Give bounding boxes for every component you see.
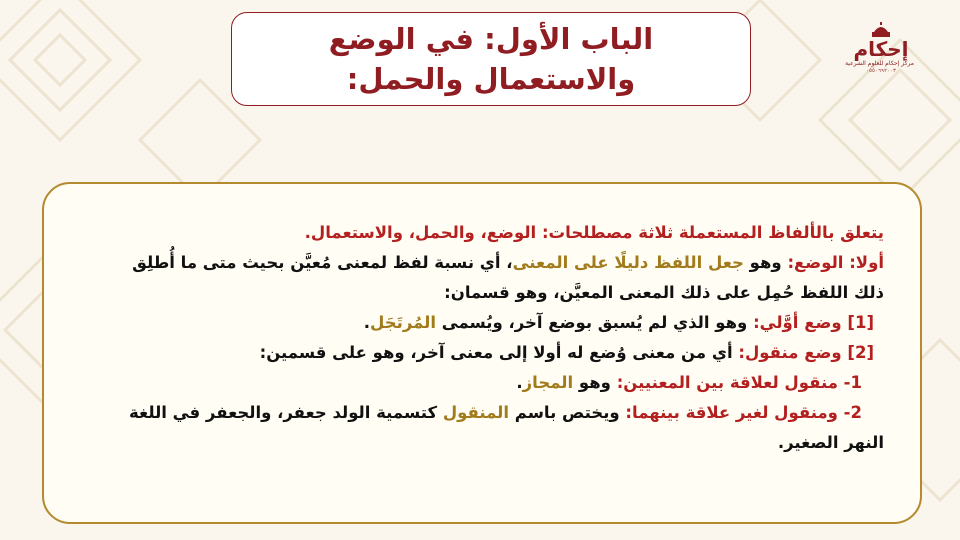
item1-label: [1] وضع أوَّلي: <box>753 313 874 332</box>
item1-highlight: المُرتَجَل <box>370 313 436 332</box>
logo-name: إحكام <box>853 37 909 61</box>
page-title-line-1: الباب الأول: في الوضع <box>328 22 654 56</box>
sub2-text-c: كتسمية الولد جعفر، والجعفر في اللغة <box>129 403 443 422</box>
item2-label: [2] وضع منقول: <box>738 343 874 362</box>
item1-text-a: وهو الذي لم يُسبق بوضع آخر، ويُسمى <box>436 313 754 332</box>
intro-text: يتعلق بالألفاظ المستعملة ثلاثة مصطلحات: <box>536 223 884 242</box>
intro-line <box>78 218 884 248</box>
sub2-text-a: ويختص باسم <box>509 403 626 422</box>
first-definition-line <box>78 248 884 278</box>
item2-line <box>78 338 884 368</box>
item1-line <box>78 308 884 338</box>
first-definition-line-2: ذلك اللفظ حُمِل على ذلك المعنى المعيَّن، وهو قسمان: <box>444 283 884 302</box>
item1-text-c: . <box>363 313 370 332</box>
first-label: أولا: الوضع: <box>787 253 884 272</box>
first-text-c: ، أي نسبة لفظ لمعنى مُعيَّن بحيث متى ما أُطلِق <box>132 253 513 272</box>
sub1-text-a: وهو <box>573 373 617 392</box>
sub2-label: 2- ومنقول لغير علاقة بينهما: <box>625 403 862 422</box>
intro-terms: الوضع، والحمل، والاستعمال. <box>304 223 537 242</box>
sub1-highlight: المجاز <box>522 373 574 392</box>
item2-text: أي من معنى وُضع له أولا إلى معنى آخر، وهو على قسمين: <box>259 343 739 362</box>
logo-subtitle: مركز إحكام للعلوم الشرعية <box>845 60 914 67</box>
sub1-label: 1- منقول لعلاقة بين المعنيين: <box>616 373 862 392</box>
dome-icon <box>870 22 892 38</box>
sub2-highlight: المنقول <box>442 403 510 422</box>
sub2-line-2: النهر الصغير. <box>777 433 884 452</box>
brand-logo <box>845 22 914 98</box>
content-box <box>42 182 922 524</box>
sub1-text-c: . <box>516 373 523 392</box>
sub2-line <box>78 398 884 428</box>
page-title-line-2: والاستعمال والحمل: <box>346 62 636 96</box>
first-definition-highlight: جعل اللفظ دليلًا على المعنى <box>512 253 744 272</box>
first-text-a: وهو <box>743 253 788 272</box>
sub1-line <box>78 368 884 398</box>
logo-number: ٠٥٥٠٦٩٢٠٠٣ <box>865 68 897 74</box>
title-box <box>231 12 751 106</box>
